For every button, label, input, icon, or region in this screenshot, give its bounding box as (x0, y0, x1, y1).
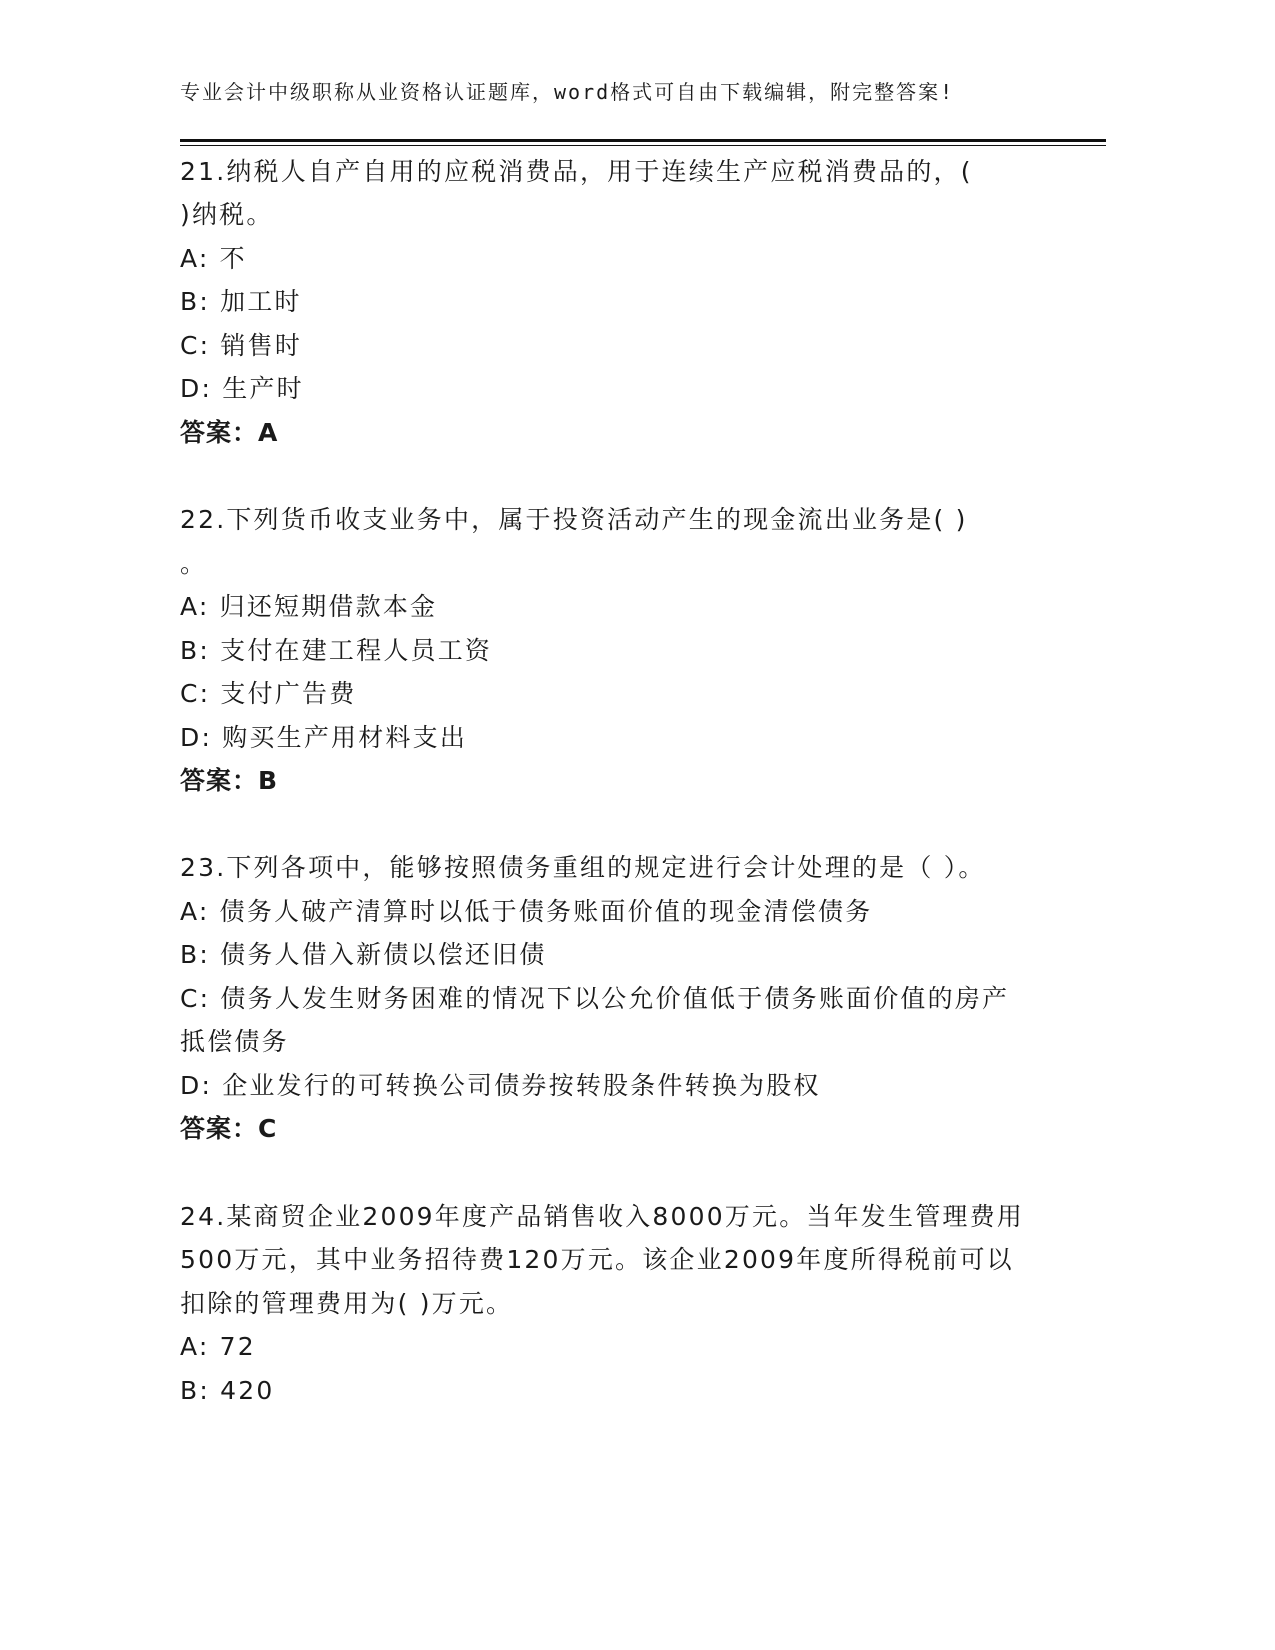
question-22-option-b: B: 支付在建工程人员工资 (180, 636, 493, 665)
question-22-text-line-1: 22.下列货币收支业务中，属于投资活动产生的现金流出业务是( ) (180, 505, 968, 534)
question-23-answer: 答案：C (180, 1114, 278, 1143)
question-24-text-line-3: 扣除的管理费用为( )万元。 (180, 1289, 514, 1318)
question-22-text-line-2: 。 (180, 549, 208, 578)
question-24-text-line-2: 500万元，其中业务招待费120万元。该企业2009年度所得税前可以 (180, 1245, 1014, 1274)
question-21-text-line-1: 21.纳税人自产自用的应税消费品，用于连续生产应税消费品的，( (180, 157, 973, 186)
question-22-option-c: C: 支付广告费 (180, 679, 357, 708)
question-23-option-c: C: 债务人发生财务困难的情况下以公允价值低于债务账面价值的房产 (180, 984, 1010, 1013)
question-24-option-a: A: 72 (180, 1332, 256, 1361)
question-24-option-b: B: 420 (180, 1376, 275, 1405)
page-header: 专业会计中级职称从业资格认证题库，word格式可自由下载编辑，附完整答案! (180, 80, 955, 104)
question-23-option-a: A: 债务人破产清算时以低于债务账面价值的现金清偿债务 (180, 897, 873, 926)
question-21-option-d: D: 生产时 (180, 374, 304, 403)
header-rule-thick (180, 139, 1106, 142)
question-23-option-c-continued: 抵偿债务 (180, 1027, 289, 1056)
question-23-option-b: B: 债务人借入新债以偿还旧债 (180, 940, 547, 969)
question-22-option-d: D: 购买生产用材料支出 (180, 723, 468, 752)
question-22-answer: 答案：B (180, 766, 279, 795)
question-21-text-line-2: )纳税。 (180, 200, 274, 229)
question-21-option-b: B: 加工时 (180, 287, 302, 316)
question-24-text-line-1: 24.某商贸企业2009年度产品销售收入8000万元。当年发生管理费用 (180, 1202, 1025, 1231)
question-21-option-a: A: 不 (180, 244, 247, 273)
question-23-text-line-1: 23.下列各项中，能够按照债务重组的规定进行会计处理的是（ ）。 (180, 853, 986, 882)
question-23-option-d: D: 企业发行的可转换公司债券按转股条件转换为股权 (180, 1071, 821, 1100)
question-21-answer: 答案：A (180, 418, 279, 447)
question-21-option-c: C: 销售时 (180, 331, 303, 360)
header-rule-thin (180, 145, 1106, 146)
question-22-option-a: A: 归还短期借款本金 (180, 592, 438, 621)
